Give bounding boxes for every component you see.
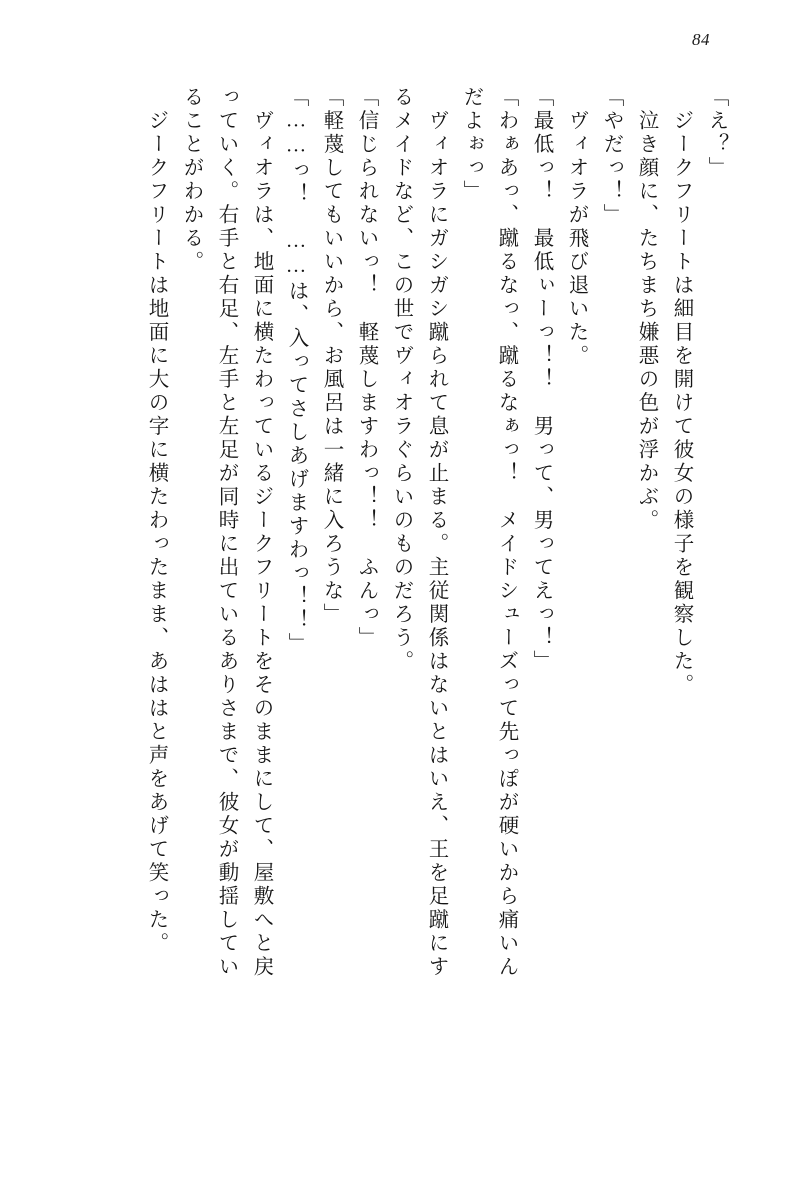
text-line: っていく。右手と右足、左手と左足が同時に出ているありさまで、彼女が動揺してい — [215, 86, 237, 979]
text-line: 泣き顔に、たちまち嫌悪の色が浮かぶ。 — [635, 86, 657, 533]
text-line: 「軽蔑してもいいから、お風呂は一緒に入ろうな」 — [320, 86, 342, 627]
text-line: 「わぁあっ、蹴るなっ、蹴るなぁっ！ メイドシューズって先っぽが硬いから痛いん — [495, 86, 517, 979]
text-line: ヴィオラにガシガシ蹴られて息が止まる。主従関係はないとはいえ、王を足蹴にす — [425, 86, 447, 979]
text-line: ジークフリートは地面に大の字に横たわったまま、あははと声をあげて笑った。 — [145, 86, 167, 956]
text-line: ヴィオラが飛び退いた。 — [565, 86, 587, 368]
text-line: ることがわかる。 — [180, 86, 202, 274]
text-line: るメイドなど、この世でヴィオラぐらいのものだろう。 — [390, 86, 412, 674]
text-line: 「……っ！ ……は、入ってさしあげますわっ！！」 — [285, 86, 307, 656]
vertical-text-body — [60, 86, 726, 1130]
text-line: 「信じられないっ！ 軽蔑しますわっ！！ ふんっ」 — [355, 86, 377, 650]
text-line: ヴィオラは、地面に横たわっているジークフリートをそのままにして、屋敷へと戻 — [250, 86, 272, 979]
page-number: 84 — [692, 30, 710, 49]
text-line: ジークフリートは細目を開けて彼女の様子を観察した。 — [670, 86, 692, 697]
text-line: 「やだっ！」 — [600, 86, 622, 227]
text-line: 「最低っ！ 最低ぃーっ！！ 男って、男ってえっ！」 — [530, 86, 552, 674]
text-line: 「え？」 — [705, 86, 727, 180]
text-line: だよぉっ」 — [460, 86, 482, 204]
